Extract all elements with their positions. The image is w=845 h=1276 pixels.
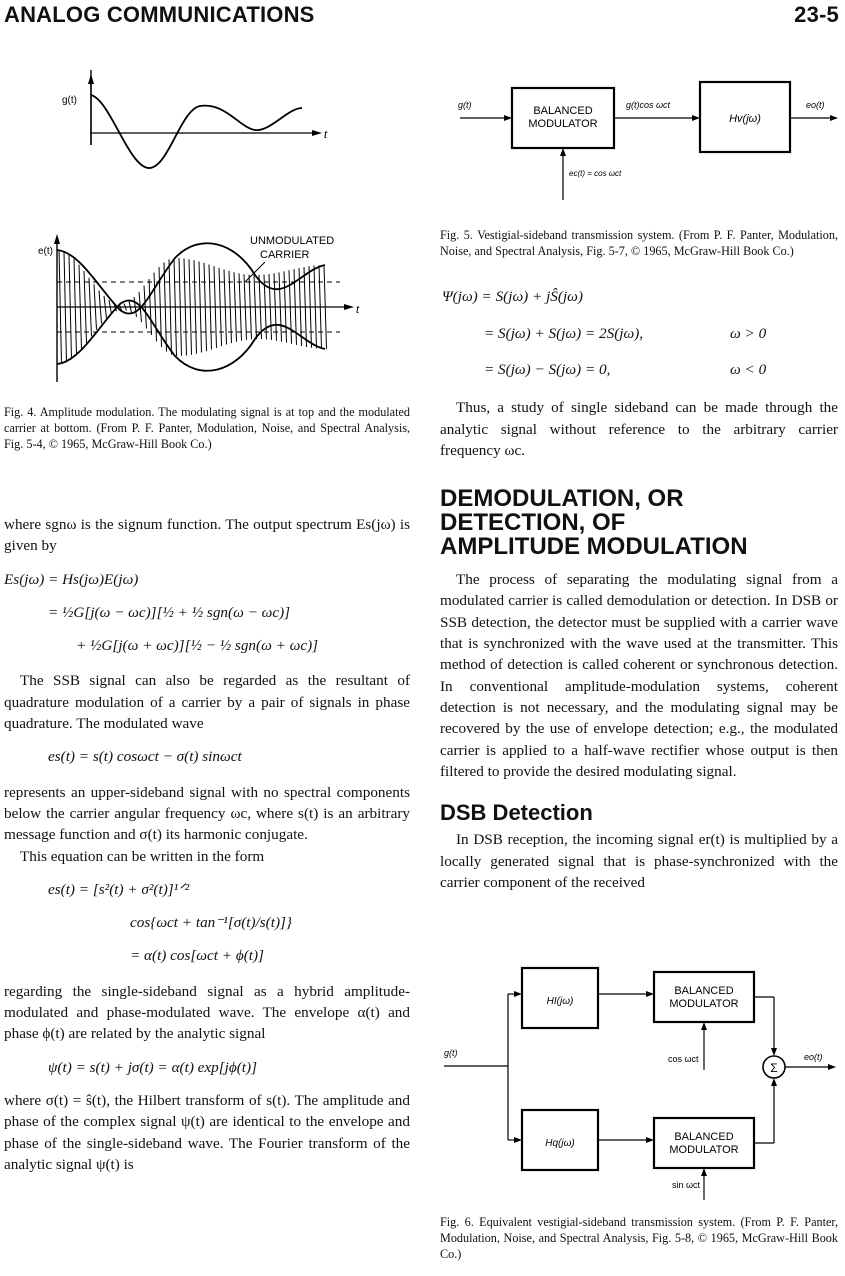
equation: es(t) = [s²(t) + σ²(t)]¹ᐟ² [48,880,190,898]
hq-label: Hq(jω) [545,1138,575,1149]
paragraph: The process of separating the modulating signal from a modulated carrier is called demodulation or detection. In DSB or SSB detection, the detector must be supplied with a carrier wave that is synchronized with the wave used at the transmitter. This method of detection is called coherent or synchronous detection. In conventional amplitude-modulation systems, coherent detection is not necessary, and the modulating signal may be recovered by the use of envelope detection; e.g., the modulated carrier is applied to a half-wave rectifier whose output is then filtered to provide the desired modulating signal. [440,571,838,780]
g-label: g(t) [62,95,77,106]
heading-line: DETECTION, OF [440,509,626,537]
paragraph: where sgnω is the signum function. The output spectrum Es(jω) is given by [4,516,410,555]
sum-symbol: Σ [770,1061,778,1075]
paragraph: In DSB reception, the incoming signal er(t) is multiplied by a locally generated signal that is phase-synchronized with the carrier component of the received [440,831,838,892]
fig4-caption: Fig. 4. Amplitude modulation. The modulating signal is at top and the modulated carrier at bottom. (From P. F. Panter, Modulation, Noise, and Spectral Analysis, Fig. 5-4, © 1965, McGraw-Hill Book Co.) [4,405,410,452]
input-label: g(t) [458,100,472,110]
equation: = α(t) cos[ωct + ϕ(t)] [130,947,264,965]
paragraph: Thus, a study of single sideband can be made through the analytic signal without reference to the arbitrary carrier frequency ωc. [440,399,838,459]
equation: ψ(t) = s(t) + jσ(t) = α(t) exp[jϕ(t)] [48,1058,257,1076]
page-number: 23-5 [794,2,839,27]
block-label: MODULATOR [669,1144,739,1156]
equation: = S(jω) − S(jω) = 0, [484,361,611,379]
unmodulated-label: UNMODULATED [250,235,335,247]
e-label: e(t) [38,246,53,257]
fig4-waveforms [40,70,360,390]
carrier-input-label: ec(t) = cos ωct [569,169,622,178]
balanced-modulator-block-bottom [654,1118,754,1168]
running-header: ANALOG COMMUNICATIONS [4,2,315,27]
t-label-top: t [324,129,328,141]
block-label: MODULATOR [528,118,598,130]
equation-condition: ω < 0 [730,361,767,379]
hi-label: HI(jω) [546,996,574,1007]
equation: + ½G[j(ω + ωc)][½ − ½ sgn(ω + ωc)] [76,637,319,655]
equation: = ½G[j(ω − ωc)][½ + ½ sgn(ω − ωc)] [48,603,291,621]
equation: es(t) = s(t) cosωct − σ(t) sinωct [48,748,242,766]
block-label: BALANCED [674,1131,734,1143]
left-column [4,514,410,1175]
modulating-signal-plot [62,70,328,168]
fig6-diagram [440,960,840,1200]
carrier-label: CARRIER [260,249,310,261]
modulated-carrier-plot [38,234,360,382]
section-heading [440,487,838,559]
equation: cos{ωct + tan⁻¹[σ(t)/s(t)]} [130,914,293,932]
cos-label: cos ωct [668,1054,699,1064]
block-label: BALANCED [533,105,593,117]
fig6-caption: Fig. 6. Equivalent vestigial-sideband transmission system. (From P. F. Panter, Modulation, Noise, and Spectral Analysis, Fig. 5-8, © 1965, McGraw-Hill Book Co.) [440,1215,838,1262]
t-label-bottom: t [356,304,360,316]
sin-label: sin ωct [672,1180,701,1190]
paragraph: where σ(t) = ŝ(t), the Hilbert transform of s(t). The amplitude and phase of the complex signal ψ(t) are identical to the envelope and phase of the single-sideband wave. The Fourier transform of the analytic signal ψ(t) is [4,1091,410,1173]
right-column [440,286,838,893]
heading-line: DEMODULATION, OR [440,485,684,513]
equation: = S(jω) + S(jω) = 2S(jω), [484,325,644,343]
input-label: g(t) [444,1048,458,1058]
paragraph: represents an upper-sideband signal with no spectral components below the carrier angular frequency ωc, where s(t) is an arbitrary message function and σ(t) its harmonic conjugate. [4,783,410,844]
fig5-caption: Fig. 5. Vestigial-sideband transmission system. (From P. F. Panter, Modulation, Noise, and Spectral Analysis, Fig. 5-7, © 1965, McGraw-Hill Book Co.) [440,228,838,259]
equation-condition: ω > 0 [730,325,767,343]
block-label: MODULATOR [669,998,739,1010]
mid-label: g(t)cos ωct [626,100,671,110]
output-label: eo(t) [804,1052,823,1062]
subsection-heading: DSB Detection [440,800,593,826]
paragraph: regarding the single-sideband signal as a hybrid amplitude-modulated and phase-modulated wave. The envelope α(t) and phase ϕ(t) are related by the analytic signal [4,982,410,1043]
equation: Ψ(jω) = S(jω) + jŜ(jω) [442,288,583,305]
paragraph: The SSB signal can also be regarded as the resultant of quadrature modulation of a carrier by a pair of signals in phase quadrature. The modulated wave [4,672,410,733]
output-label: eo(t) [806,100,825,110]
hv-label: Hv(jω) [729,113,761,125]
fig5-diagram [440,60,840,200]
equation: Es(jω) = Hs(jω)E(jω) [4,570,139,588]
paragraph: This equation can be written in the form [20,847,265,865]
heading-line: AMPLITUDE MODULATION [440,533,748,561]
balanced-modulator-block-top [654,972,754,1022]
block-label: BALANCED [674,985,734,997]
